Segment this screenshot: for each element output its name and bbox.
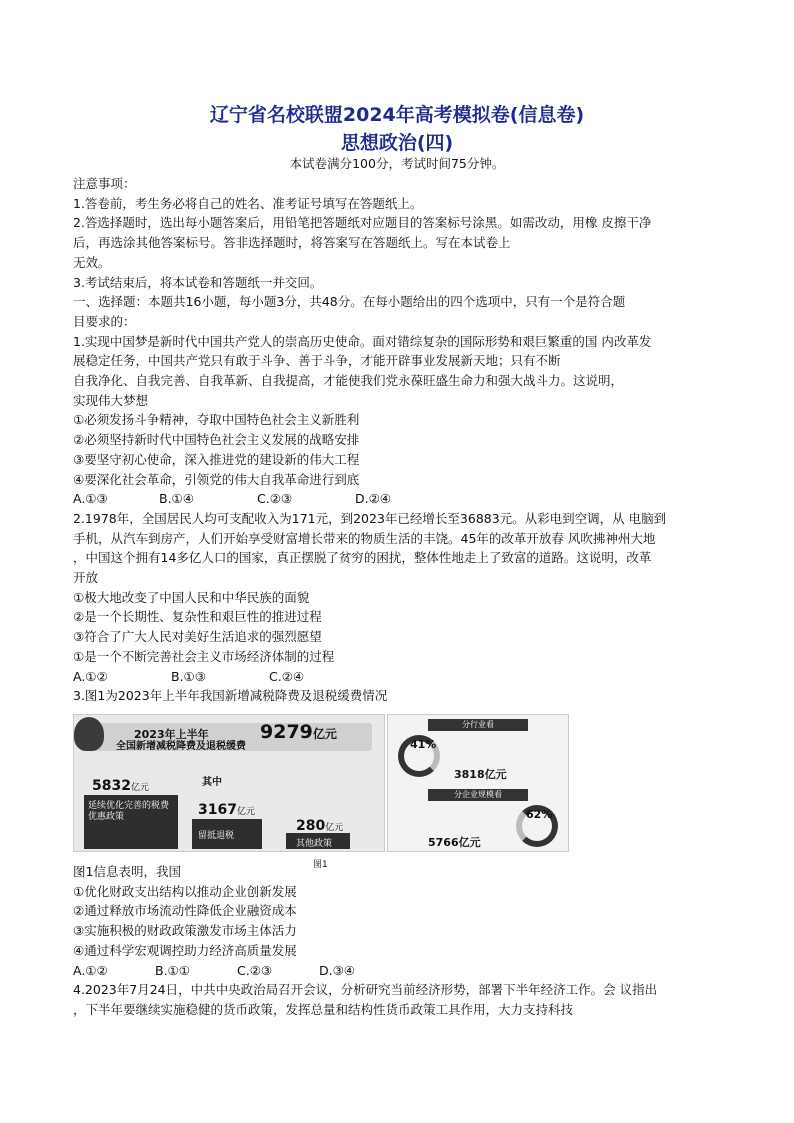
q2-line: ，中国这个拥有14多亿人口的国家，真正摆脱了贫穷的困扰，整体性地走上了致富的道路。这说明，改革: [73, 550, 652, 566]
note-1: 1.答卷前，考生务必将自己的姓名、准考证号填写在答题纸上。: [73, 195, 423, 211]
q2-option: ②是一个长期性、复杂性和艰巨性的推进过程: [73, 609, 322, 625]
q2-choices: [73, 667, 723, 687]
q2-option: ③符合了广大人民对美好生活追求的强烈愿望: [73, 629, 322, 645]
q2-option: ①是一个不断完善社会主义市场经济体制的过程: [73, 648, 335, 664]
q1-choices: [73, 489, 723, 509]
figure-label: 延续优化完善的税费优惠政策: [88, 800, 170, 822]
figure-total: 9279亿元: [260, 720, 337, 743]
note-2a: 2.答选择题时，选出每小题答案后，用铅笔把答题纸对应题目的答案标号涂黑。如需改动，用橡 皮擦干净: [73, 215, 652, 231]
q3-choices: [73, 961, 723, 981]
section-heading-2: 目要求的：: [73, 313, 136, 329]
notes-heading: 注意事项：: [73, 176, 136, 191]
q1-option: ③要坚守初心使命，深入推进党的建设新的伟大工程: [73, 451, 360, 467]
q2-choice-a: A.①②: [73, 668, 108, 684]
q1-line: 自我净化、自我完善、自我革新、自我提高，才能使我们党永葆旺盛生命力和强大战斗力。这说明，: [73, 373, 624, 389]
q2-line: 2.1978年，全国居民人均可支配收入为171元，到2023年已经增长至36883元。从彩电到空调，从 电脑到: [73, 510, 667, 526]
q2-choice-b: B.①③: [171, 668, 206, 684]
q4-line: ，下半年要继续实施稳健的货币政策，发挥总量和结构性货币政策工具作用，大力支持科技: [73, 1001, 574, 1017]
figure-right-value: 3818亿元: [454, 767, 507, 781]
section-heading-1: 一、选择题：本题共16小题，每小题3分，共48分。在每小题给出的四个选项中，只有一个是符合题: [73, 294, 626, 310]
figure-right-head: 分行业看: [428, 719, 528, 731]
q1-choice-a: A.①③: [73, 491, 108, 507]
q3-choice-c: C.②③: [237, 962, 273, 978]
figure-caption: 图1: [313, 859, 328, 870]
figure-value: 280亿元: [296, 817, 344, 834]
q1-line: 展稳定任务，中国共产党只有敢于斗争、善于斗争，才能开辟事业发展新天地；只有不断: [73, 353, 561, 369]
q2-choice-c: C.②④: [269, 668, 305, 684]
exam-body: [73, 174, 723, 1020]
figure-value: 5832亿元: [92, 777, 149, 794]
figure-label: 其他政策: [296, 838, 333, 849]
q2-option: ①极大地改变了中国人民和中华民族的面貌: [73, 589, 310, 605]
exam-title: 辽宁省名校联盟2024年高考模拟卷(信息卷): [209, 104, 585, 126]
q1-line: 1.实现中国梦是新时代中国共产党人的崇高历史使命。面对错综复杂的国际形势和艰巨繁重的国 内改革发: [73, 333, 652, 349]
q2-line: 手机，从汽车到房产，人们开始享受财富增长带来的物质生活的丰饶。45年的改革开放春 风吹拂神州大地: [73, 530, 656, 546]
q3-option: ①优化财政支出结构以推动企业创新发展: [73, 883, 297, 899]
figure-percent: 62%: [526, 807, 553, 821]
figure-right-panel: [387, 714, 569, 852]
q3-line: 图1信息表明，我国: [73, 863, 181, 879]
note-3: 3.考试结束后，将本试卷和答题纸一并交回。: [73, 274, 323, 290]
q1-option: ①必须发扬斗争精神，夺取中国特色社会主义新胜利: [73, 412, 360, 428]
note-2b: 后，再选涂其他答案标号。答非选择题时，将答案写在答题纸上。写在本试卷上: [73, 235, 511, 251]
q1-line: 实现伟大梦想: [73, 392, 149, 408]
q1-option: ④要深化社会革命，引领党的伟大自我革命进行到底: [73, 471, 360, 487]
money-bag-icon: [74, 717, 104, 751]
figure-right-head: 分企业规模看: [428, 789, 528, 801]
q3-choice-b: B.①①: [155, 962, 190, 978]
figure-right-value: 5766亿元: [428, 835, 481, 849]
q1-choice-d: D.②④: [355, 491, 392, 507]
q3-choice-a: A.①②: [73, 962, 108, 978]
q3-option: ④通过科学宏观调控助力经济高质量发展: [73, 942, 297, 958]
q3-option: ③实施积极的财政政策激发市场主体活力: [73, 923, 297, 939]
figure-label: 留抵退税: [198, 830, 235, 841]
q3-choice-d: D.③④: [319, 962, 356, 978]
q3-option: ②通过释放市场流动性降低企业融资成本: [73, 903, 297, 919]
figure-subhead: 全国新增减税降费及退税缓费: [116, 740, 246, 752]
figure-1: [73, 712, 723, 870]
note-2c: 无效。: [73, 254, 111, 270]
q3-line: 3.图1为2023年上半年我国新增减税降费及退税缓费情况: [73, 688, 388, 704]
q1-choice-b: B.①④: [159, 491, 194, 507]
q1-choice-c: C.②③: [257, 491, 293, 507]
exam-info: 本试卷满分100分，考试时间75分钟。: [289, 156, 505, 171]
figure-sub: 其中: [202, 776, 222, 788]
figure-left-panel: [73, 714, 385, 852]
q1-option: ②必须坚持新时代中国特色社会主义发展的战略安排: [73, 432, 360, 448]
q2-line: 开放: [73, 570, 99, 586]
figure-value: 3167亿元: [198, 801, 255, 818]
exam-subject: 思想政治(四): [340, 132, 454, 154]
figure-head: 2023年上半年: [134, 727, 209, 741]
figure-percent: 41%: [410, 737, 437, 751]
q4-line: 4.2023年7月24日，中共中央政治局召开会议，分析研究当前经济形势，部署下半年经济工作。会 议指出: [73, 982, 658, 998]
